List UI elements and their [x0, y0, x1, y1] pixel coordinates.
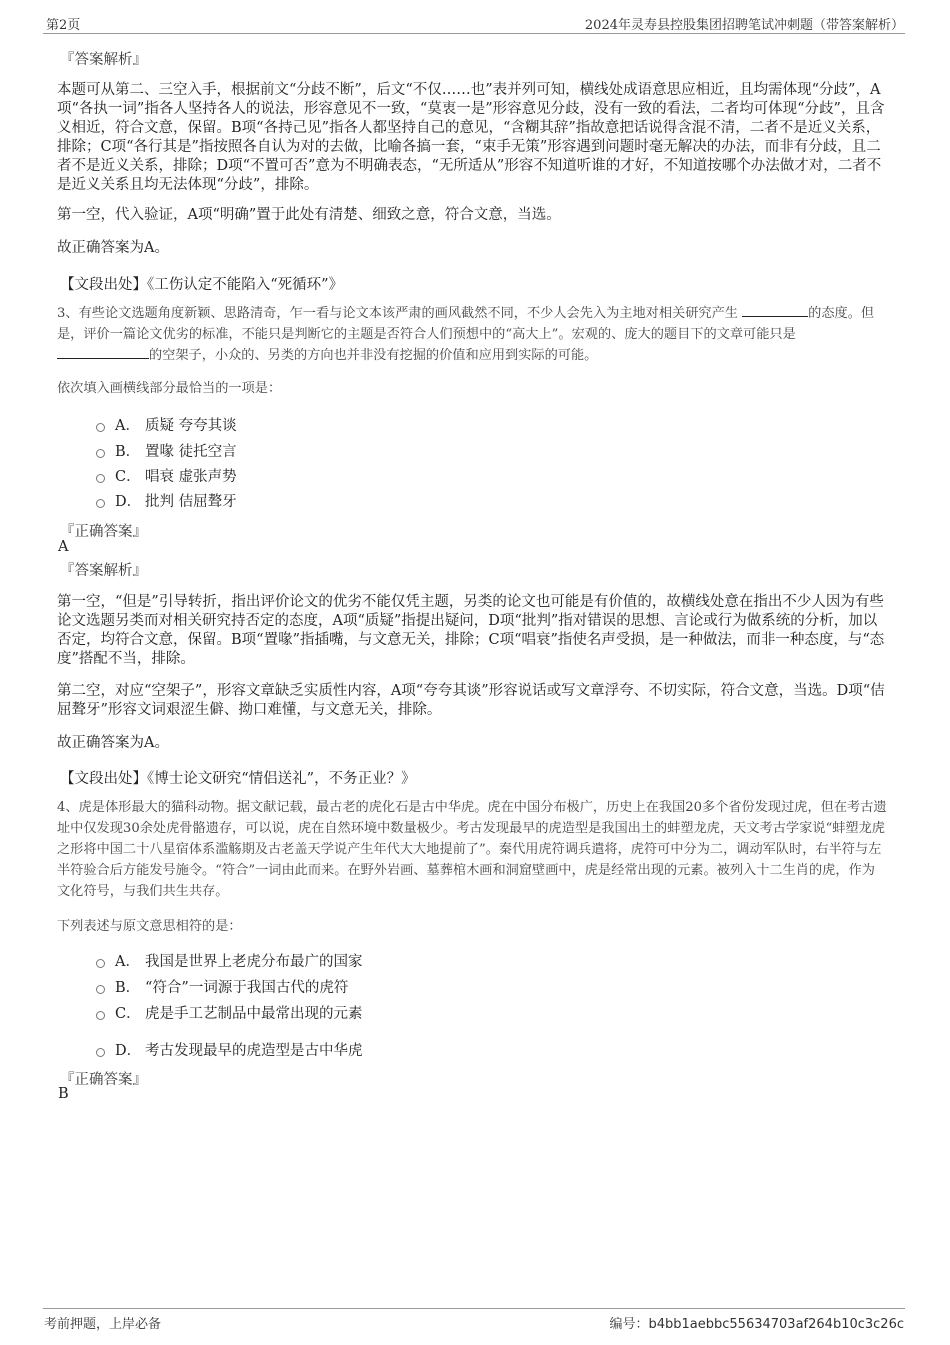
- option-text: 置喙 徒托空言: [145, 443, 237, 460]
- option-a[interactable]: [96, 414, 237, 434]
- question-3-text-part: 的态度。但是，评价一篇论文优劣的标准，不能只是判断它的主题是否符合人们预想中的“高大上”。宏观的、庞大的题目下的文章可能只是: [57, 306, 875, 342]
- footer-divider: [43, 1308, 905, 1309]
- option-text: 唱衰 虚张声势: [145, 468, 237, 485]
- radio-icon[interactable]: [96, 449, 105, 458]
- option-text: 考古发现最早的虎造型是古中华虎: [145, 1042, 363, 1059]
- question-3-text-part: 3、有些论文选题角度新颖、思路清奇，乍一看与论文本该严肃的画风截然不同，不少人会先入为主地对相关研究产生: [57, 306, 743, 321]
- option-b[interactable]: [96, 976, 348, 996]
- option-b[interactable]: [96, 440, 237, 460]
- analysis-label: 『答案解析』: [60, 52, 147, 68]
- option-letter: C．: [115, 1005, 141, 1022]
- header-divider: [43, 33, 905, 34]
- option-text: 我国是世界上老虎分布最广的国家: [145, 953, 363, 970]
- correct-answer-label: 『正确答案』: [60, 1072, 147, 1088]
- radio-icon[interactable]: [96, 959, 105, 968]
- option-a[interactable]: [96, 950, 363, 970]
- question-prompt: 依次填入画横线部分最恰当的一项是：: [57, 381, 282, 396]
- option-letter: B．: [115, 979, 141, 996]
- source-citation: 【文段出处】《工伤认定不能陷入“死循环”》: [60, 277, 344, 293]
- correct-answer: B: [58, 1086, 69, 1102]
- option-c[interactable]: [96, 465, 237, 485]
- option-d[interactable]: [96, 490, 237, 510]
- document-code: [609, 1313, 904, 1332]
- option-text: 质疑 夸夸其谈: [145, 417, 237, 434]
- question-3-text-part: 的空架子，小众的、另类的方向也并非没有挖掘的价值和应用到实际的可能。: [149, 348, 598, 363]
- option-letter: A．: [115, 417, 140, 434]
- question-4-text: 4、虎是体形最大的猫科动物。据文献记载，最古老的虎化石是古中华虎。虎在中国分布极广，历史上在我国20多个省份发现过虎，但在考古遗址中仅发现30余处虎骨骼遗存，可以说，虎在自然环境中数量极少。考古发现最早的虎造型是我国出土的蚌塑龙虎，天文考古学家说“蚌塑龙虎之形将中国二十八星宿体系滥觞期及古老盖天学说产生年代大大地提前了”。秦代用虎符调兵遣将，虎符可中分为二，调动军队时，右半符与左半符验合后方能发号施令。“符合”一词由此而来。在野外岩画、墓葬棺木画和洞窟壁画中，虎是经常出现的元素。被列入十二生肖的虎，作为文化符号，与我们共生共存。: [57, 800, 887, 899]
- correct-answer: A: [58, 539, 69, 555]
- radio-icon[interactable]: [96, 474, 105, 483]
- option-text: 虎是手工艺制品中最常出现的元素: [145, 1005, 363, 1022]
- radio-icon[interactable]: [96, 423, 105, 432]
- answer-conclusion: 故正确答案为A。: [57, 735, 169, 751]
- analysis-paragraph: 第二空，对应“空架子”，形容文章缺乏实质性内容，A项“夸夸其谈”形容说话或写文章浮夸、不切实际，符合文意，当选。D项“佶屈聱牙”形容文词艰涩生僻、拗口难懂，与文意无关，排除。: [57, 683, 885, 718]
- page-number: 第2页: [46, 18, 81, 33]
- radio-icon[interactable]: [96, 1048, 105, 1057]
- option-letter: B．: [115, 443, 141, 460]
- source-citation: 【文段出处】《博士论文研究“情侣送礼”，不务正业？》: [60, 771, 416, 787]
- analysis-label: 『答案解析』: [60, 563, 147, 579]
- analysis-paragraph: 第一空，“但是”引导转折，指出评价论文的优劣不能仅凭主题，另类的论文也可能是有价值的，故横线处意在指出不少人因为有些论文选题另类而对相关研究持否定的态度，A项“质疑”指提出疑问，D项“批判”指对错误的思想、言论或行为做系统的分析，加以否定，均符合文意，保留。B项“置喙”指插嘴，与文意无关，排除；C项“唱衰”指使名声受损，是一种做法，而非一种态度，与“态度”搭配不当，排除。: [57, 594, 885, 667]
- option-letter: D．: [115, 493, 142, 510]
- option-letter: C．: [115, 468, 141, 485]
- answer-conclusion: 故正确答案为A。: [57, 240, 169, 256]
- analysis-paragraph: 本题可从第二、三空入手，根据前文“分歧不断”，后文“不仅……也”表并列可知，横线处成语意思应相近，且均需体现“分歧”，A项“各执一词”指各人坚持各人的说法，形容意见不一致，“莫衷一是”形容意见分歧，没有一致的看法，二者均可体现“分歧”，且含义相近，符合文意，保留。B项“各持己见”指各人都坚持自己的意见，“含糊其辞”指故意把话说得含混不清，二者不是近义关系，排除；C项“各行其是”指按照各自认为对的去做，比喻各搞一套，“束手无策”形容遇到问题时毫无解决的办法，而非有分歧，且二者不是近义关系，排除；D项“不置可否”意为不明确表态，“无所适从”形容不知道听谁的才好，不知道按哪个办法做才对，二者不是近义关系且均无法体现“分歧”，排除。: [57, 82, 885, 193]
- option-text: 批判 佶屈聱牙: [145, 493, 237, 510]
- correct-answer-label: 『正确答案』: [60, 524, 147, 540]
- footer-slogan: 考前押题，上岸必备: [44, 1317, 162, 1332]
- fill-blank: [57, 345, 149, 359]
- option-d[interactable]: [96, 1039, 363, 1059]
- document-title: 2024年灵寿县控股集团招聘笔试冲刺题（带答案解析）: [584, 18, 904, 33]
- radio-icon[interactable]: [96, 499, 105, 508]
- radio-icon[interactable]: [96, 1011, 105, 1020]
- question-3-text: [57, 303, 887, 366]
- option-c[interactable]: [96, 1002, 363, 1022]
- radio-icon[interactable]: [96, 985, 105, 994]
- option-letter: A．: [115, 953, 140, 970]
- option-letter: D．: [115, 1042, 142, 1059]
- question-prompt: 下列表述与原文意思相符的是：: [57, 919, 242, 934]
- code-value: b4bb1aebbc55634703af264b10c3c26c: [648, 1317, 904, 1332]
- analysis-paragraph: 第一空，代入验证，A项“明确”置于此处有清楚、细致之意，符合文意，当选。: [57, 207, 561, 223]
- fill-blank: [742, 303, 808, 317]
- code-label: 编号：: [609, 1317, 649, 1332]
- option-text: “符合”一词源于我国古代的虎符: [145, 979, 349, 996]
